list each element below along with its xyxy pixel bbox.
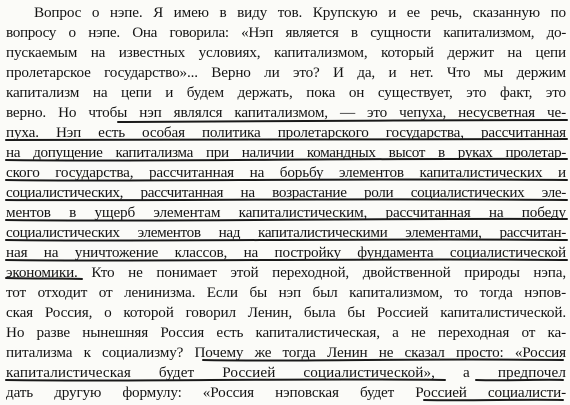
- underline-5: [6, 199, 567, 200]
- underline-4: [6, 179, 567, 180]
- text-line-16: ская Россия, о которой говорил Ленин, была бы Россией капиталистической.: [6, 304, 566, 321]
- underline-12: [476, 380, 563, 381]
- underline-3: [6, 159, 567, 161]
- text-line-7: пуха. Нэп есть особая политика пролетарского государства, рассчитанная: [6, 124, 566, 141]
- text-line-10: социалистических, рассчитанная на возрастание роли социалистических эле-: [6, 184, 566, 201]
- text-line-2: вопросу о нэпе. Она говорила: «Нэп является в сущности капитализмом, до-: [6, 24, 566, 41]
- text-line-9: ского государства, рассчитанная на борьбу элементов капиталистических и: [6, 164, 566, 181]
- text-line-6: верно. Но чтобы нэп являлся капитализмом, — это чепуха, несусветная че-: [6, 104, 566, 121]
- text-line-20: дать другую формулу: «Россия нэповская будет Россией социалисти-: [6, 384, 566, 401]
- underline-1: [118, 120, 567, 122]
- text-line-5: капитализм на цепи и будем держать, пока он существует, это факт, это: [6, 84, 566, 101]
- text-line-12: социалистических элементов над капиталистическими элементами, рассчитан-: [6, 224, 566, 241]
- text-line-15: тот отходит от ленинизма. Если бы нэп был капитализмом, то тогда нэпов-: [6, 284, 566, 301]
- underline-13: [424, 400, 563, 401]
- underline-2: [6, 139, 567, 140]
- underline-8: [6, 259, 567, 260]
- text-line-8: на допущение капитализма при наличии командных высот в руках пролетар-: [6, 144, 566, 161]
- text-line-11: ментов в ущерб элементам капиталистическим, рассчитанная на победу: [6, 204, 566, 221]
- underline-11: [6, 379, 445, 380]
- underline-9: [6, 278, 82, 279]
- underline-6: [6, 219, 567, 221]
- text-line-18: питализма к социализму? Почему же тогда Ленин не сказал просто: «Россия: [6, 344, 566, 361]
- underline-7: [6, 239, 567, 240]
- text-line-13: ная на уничтожение классов, на постройку фундамента социалистической: [6, 244, 566, 261]
- text-line-14: экономики. Кто не понимает этой переходной, двойственной природы нэпа,: [6, 264, 566, 281]
- text-line-1: Вопрос о нэпе. Я имею в виду тов. Крупскую и ее речь, сказанную по: [34, 4, 566, 21]
- underline-10: [203, 359, 563, 360]
- text-line-3: пускаемым на известных условиях, капитализмом, который держит на цепи: [6, 44, 566, 61]
- text-line-4: пролетарское государство»... Верно ли это? И да, и нет. Что мы держим: [6, 64, 566, 81]
- text-line-17: Но разве нынешняя Россия есть капиталистическая, а не переходная от ка-: [6, 324, 566, 341]
- text-line-19: капиталистическая будет Россией социалистической», а предпочел: [6, 364, 566, 381]
